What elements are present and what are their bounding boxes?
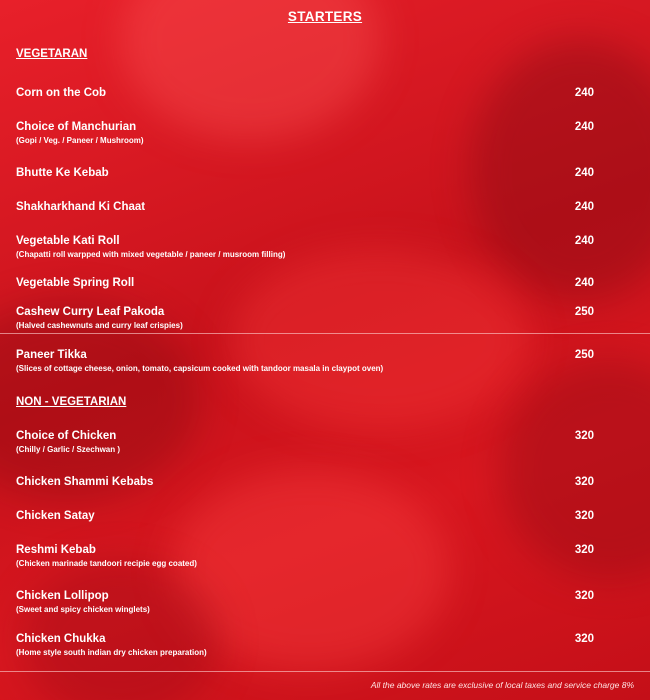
item-price: 320 (574, 544, 594, 556)
item-price: 250 (574, 306, 594, 318)
menu-item (16, 543, 594, 569)
item-description: (Sweet and spicy chicken winglets) (16, 605, 150, 614)
item-description: (Chapatti roll warpped with mixed vegetable / paneer / musroom filling) (16, 250, 286, 259)
item-name: Chicken Chukka (16, 633, 106, 645)
menu-item (16, 348, 594, 374)
menu-item (16, 86, 594, 100)
item-price: 320 (574, 430, 594, 442)
item-description: (Chicken marinade tandoori recipie egg coated) (16, 559, 197, 568)
menu-item (16, 200, 594, 214)
item-price: 240 (574, 277, 594, 289)
footer-note: All the above rates are exclusive of local taxes and service charge 8% (370, 680, 634, 690)
item-description: (Gopi / Veg. / Paneer / Mushroom) (16, 136, 144, 145)
item-price: 250 (574, 349, 594, 361)
item-price: 320 (574, 633, 594, 645)
item-price: 320 (574, 476, 594, 488)
item-price: 240 (574, 87, 594, 99)
item-name: Paneer Tikka (16, 349, 87, 361)
menu-item (16, 589, 594, 615)
item-description: (Slices of cottage cheese, onion, tomato, capsicum cooked with tandoor masala in claypot oven) (16, 364, 384, 373)
item-price: 240 (574, 201, 594, 213)
item-name: Choice of Chicken (16, 430, 117, 442)
item-description: (Chilly / Garlic / Szechwan ) (16, 445, 121, 454)
divider (0, 333, 650, 334)
menu-item (16, 475, 594, 489)
item-name: Vegetable Spring Roll (16, 277, 135, 289)
item-price: 320 (574, 510, 594, 522)
item-name: Bhutte Ke Kebab (16, 167, 109, 179)
item-name: Shakharkhand Ki Chaat (16, 201, 146, 213)
footer-divider (0, 671, 650, 672)
section-heading-vegetarian: VEGETARAN (16, 48, 88, 60)
item-price: 320 (574, 590, 594, 602)
menu-item (16, 234, 594, 260)
menu-item (16, 120, 594, 146)
menu-item (16, 429, 594, 455)
menu-item (16, 305, 594, 331)
item-name: Vegetable Kati Roll (16, 235, 120, 247)
menu-item (16, 509, 594, 523)
item-description: (Halved cashewnuts and curry leaf crispies) (16, 321, 183, 330)
item-description: (Home style south indian dry chicken preparation) (16, 648, 207, 657)
menu-title: STARTERS (287, 9, 363, 24)
item-price: 240 (574, 121, 594, 133)
item-name: Choice of Manchurian (16, 121, 137, 133)
item-price: 240 (574, 167, 594, 179)
item-name: Chicken Lollipop (16, 590, 109, 602)
item-name: Chicken Satay (16, 510, 95, 522)
item-name: Cashew Curry Leaf Pakoda (16, 306, 165, 318)
section-heading-non-vegetarian: NON - VEGETARIAN (16, 396, 127, 408)
menu-item (16, 276, 594, 290)
item-name: Corn on the Cob (16, 87, 107, 99)
item-name: Chicken Shammi Kebabs (16, 476, 154, 488)
menu-item (16, 166, 594, 180)
menu-item (16, 632, 594, 658)
item-name: Reshmi Kebab (16, 544, 96, 556)
item-price: 240 (574, 235, 594, 247)
